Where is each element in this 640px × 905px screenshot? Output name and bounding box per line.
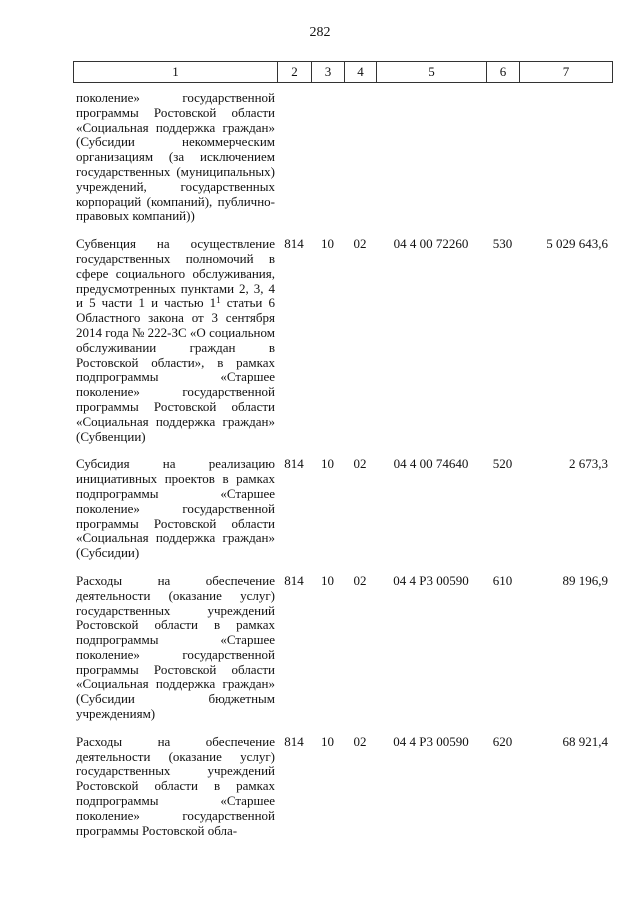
header-col-2: 2 xyxy=(278,62,312,83)
row-col4: 02 xyxy=(353,733,367,749)
row-description-superscript: 1 xyxy=(216,295,221,306)
table-row xyxy=(73,91,612,237)
row-description: Расходы на обеспечение деятельности (оказание услуг) государственных учреждений Ростовской области в рамках подпрограммы «Старшее поколение» государственной программы Ростовской обла- xyxy=(76,733,275,838)
row-col2: 814 xyxy=(284,572,304,588)
row-col2: 814 xyxy=(284,236,304,252)
row-col3: 10 xyxy=(321,456,334,472)
header-col-6: 6 xyxy=(487,62,520,83)
budget-table xyxy=(73,91,612,851)
row-col4: 02 xyxy=(353,572,367,588)
row-col6: 520 xyxy=(492,456,513,472)
header-row xyxy=(74,62,613,83)
row-col3: 10 xyxy=(321,572,334,588)
table-row xyxy=(73,457,612,574)
row-col3: 10 xyxy=(321,236,334,252)
row-description: Субсидия на реализацию инициативных проектов в рамках подпрограммы «Старшее поколение» государственной программы Ростовской области «Социальная поддержка граждан» (Субсидии) xyxy=(76,456,275,561)
row-col3: 10 xyxy=(321,733,334,749)
row-col7: 68 921,4 xyxy=(562,733,608,749)
row-description xyxy=(73,237,277,457)
row-col4 xyxy=(344,91,376,237)
row-col5: 04 4 00 72260 xyxy=(393,236,469,252)
row-col7: 5 029 643,6 xyxy=(546,236,608,252)
table-row xyxy=(73,574,612,735)
header-col-4: 4 xyxy=(345,62,377,83)
table-header xyxy=(73,61,613,83)
row-col3 xyxy=(311,91,344,237)
header-col-3: 3 xyxy=(312,62,345,83)
row-description-part2: статьи 6 Областного закона от 3 сентября 2014 года № 222-ЗС «О социальном обслуживании граждан в Ростовской области», в рамках подпрограммы «Старшее поколение» государственной программы Ростовской области «Социальная поддержка граждан» (Субвенции) xyxy=(76,295,275,444)
header-col-5: 5 xyxy=(377,62,487,83)
row-col5: 04 4 Р3 00590 xyxy=(393,572,469,588)
row-col2 xyxy=(277,91,311,237)
row-col5 xyxy=(376,91,486,237)
row-col4: 02 xyxy=(353,456,367,472)
row-description: Расходы на обеспечение деятельности (оказание услуг) государственных учреждений Ростовской области в рамках подпрограммы «Старшее поколение» государственной программы Ростовской области «Социальная поддержка граждан» (Субсидии бюджетным учреждениям) xyxy=(76,572,275,722)
row-col4: 02 xyxy=(353,236,367,252)
row-col7 xyxy=(519,91,612,237)
row-description: поколение» государственной программы Ростовской области «Социальная поддержка граждан» (Субсидии некоммерческим организациям (за исключением государственных (муниципальных) учреждений, государственных корпораций (компаний), публично-правовых компаний)) xyxy=(76,90,275,224)
table-row xyxy=(73,735,612,852)
row-col7: 2 673,3 xyxy=(569,456,608,472)
header-col-1: 1 xyxy=(74,62,278,83)
page-number: 282 xyxy=(309,25,331,40)
row-col2: 814 xyxy=(284,456,304,472)
header-col-7: 7 xyxy=(520,62,613,83)
row-col6: 530 xyxy=(492,236,513,252)
row-col5: 04 4 Р3 00590 xyxy=(393,733,469,749)
row-col2: 814 xyxy=(284,733,304,749)
row-col7: 89 196,9 xyxy=(562,572,608,588)
row-description-part1: Субвенция на осуществление государственных полномочий в сфере социального обслуживания, предусмотренных пунктами 2, 3, 4 и 5 части 1 и частью 1 xyxy=(76,236,275,311)
table-row xyxy=(73,237,612,457)
row-col5: 04 4 00 74640 xyxy=(393,456,469,472)
row-col6 xyxy=(486,91,519,237)
row-col6: 620 xyxy=(492,733,513,749)
row-col6: 610 xyxy=(492,572,513,588)
